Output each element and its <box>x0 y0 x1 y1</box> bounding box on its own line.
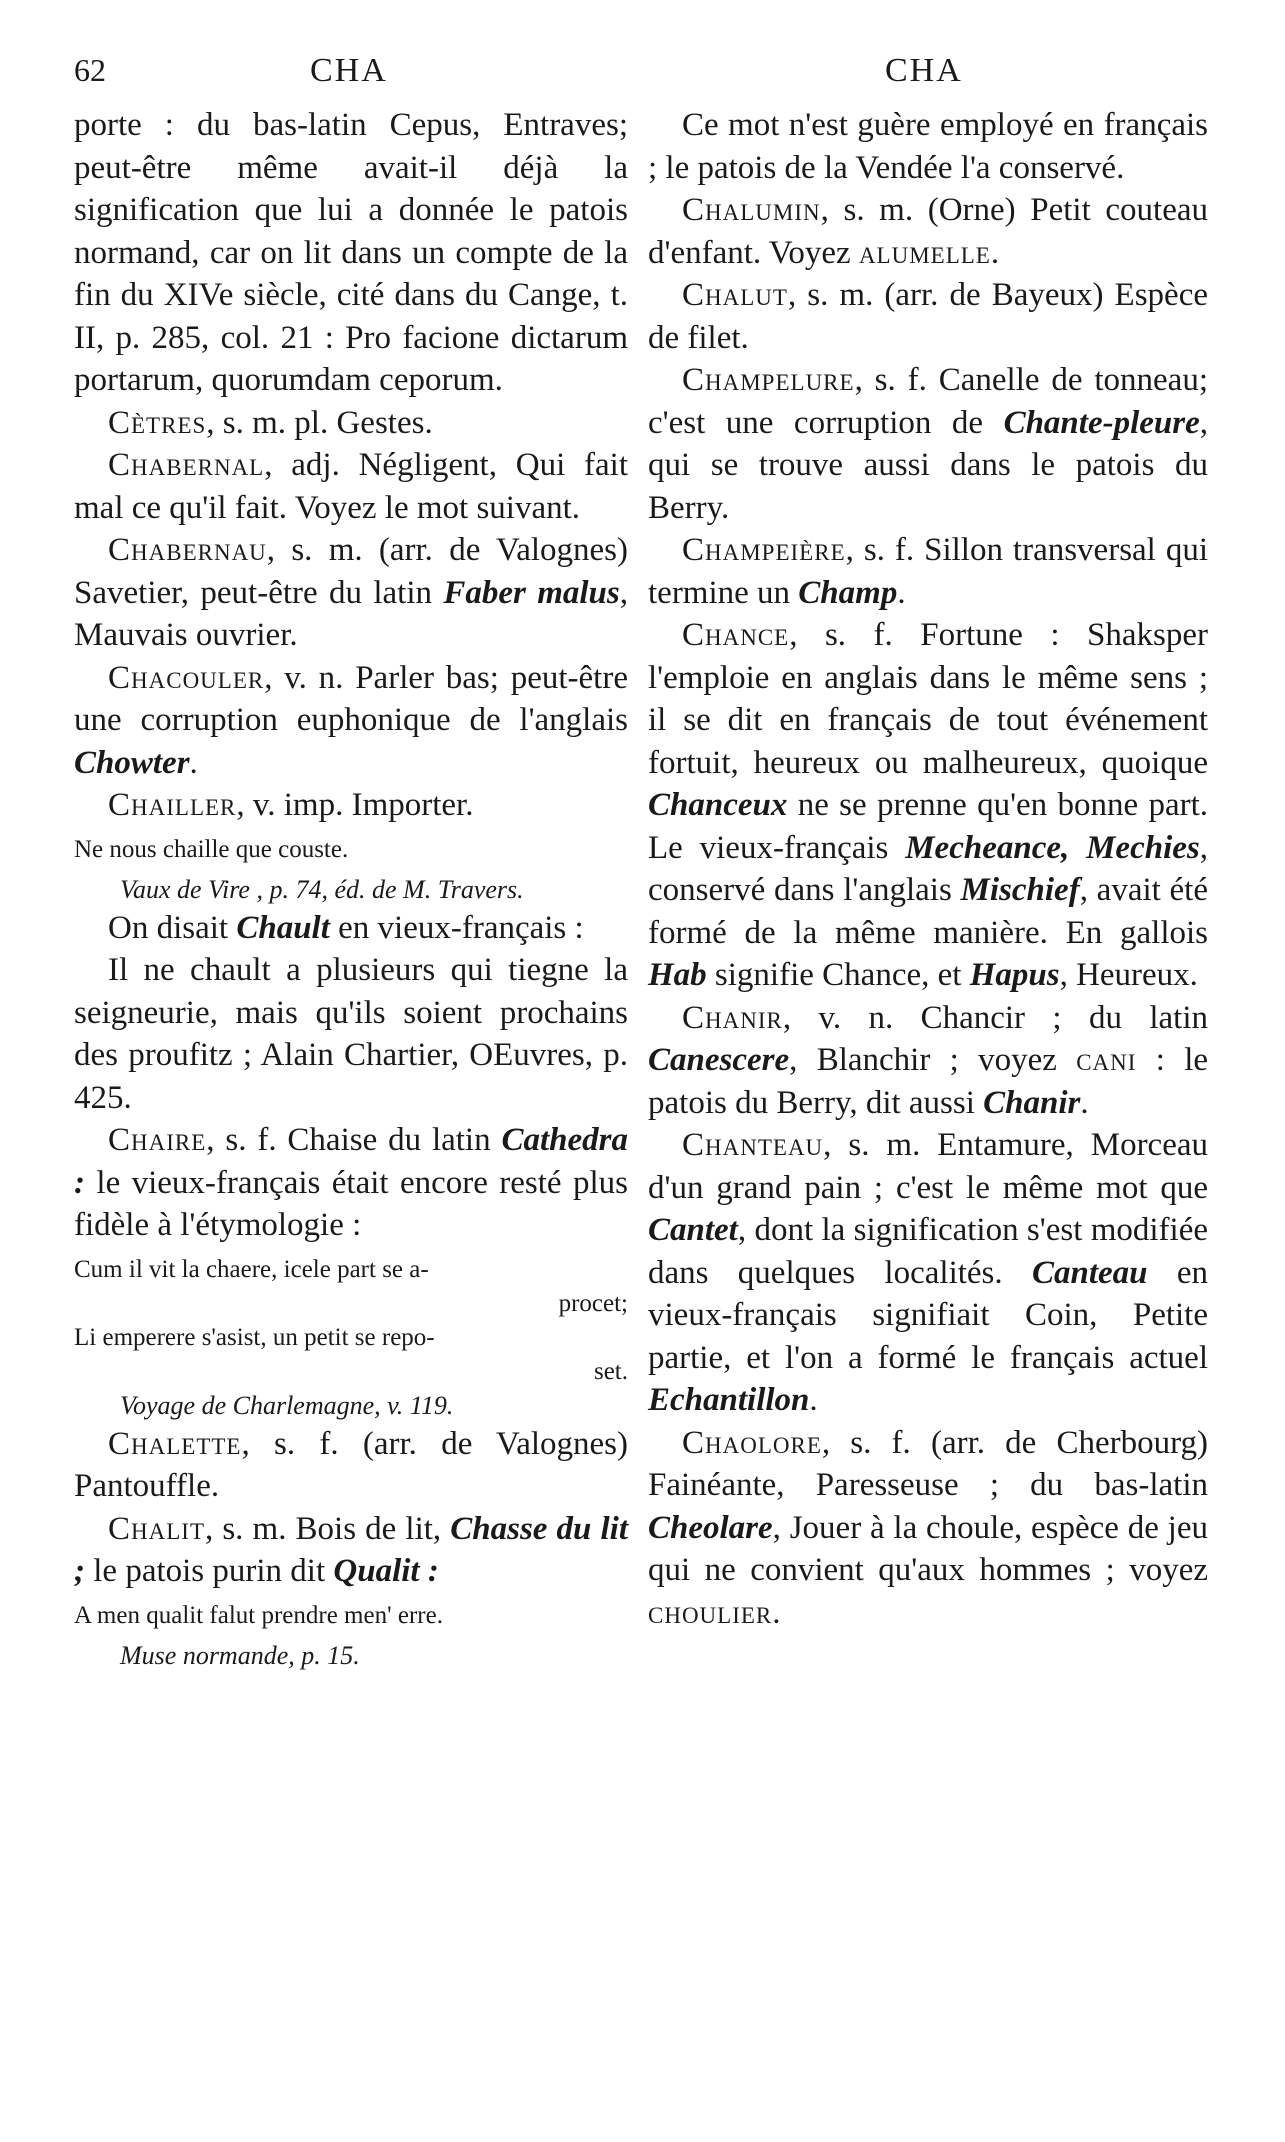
left-running-head: CHA <box>310 52 388 89</box>
entry-chacouler <box>74 657 628 785</box>
entry-headword: Chabernal <box>108 447 265 483</box>
entry-italic: Chasse du lit ; <box>74 1510 628 1589</box>
entry-text: . <box>1080 1084 1089 1121</box>
entry-text: , v. n. Parler bas; peut-être une corruption euphonique de l'anglais <box>74 659 628 738</box>
citation: Muse normande, p. 15. <box>120 1640 360 1670</box>
entry-text: , s. f. Fortune : Shaksper l'emploie en anglais dans le même sens ; il se dit en français de tout événement fortuit, heureux ou malheureux, quoique <box>648 617 1208 781</box>
entry-text: , s. m. (arr. de Valognes) Savetier, peut-être du latin <box>74 532 628 611</box>
entry-text: , s. f. (arr. de Valognes) Pantouffle. <box>74 1425 628 1504</box>
citation: Voyage de Charlemagne, v. 119. <box>120 1390 454 1420</box>
entry-headword: Chalut <box>682 277 788 313</box>
page-number: 62 <box>74 52 106 88</box>
entry-headword: Chalette <box>108 1425 242 1462</box>
paragraph: Il ne chault a plusieurs qui tiegne la seigneurie, mais qu'ils soient prochains des proufitz ; Alain Chartier, OEuvres, p. 425. <box>74 952 628 1116</box>
verse-line: procet; <box>558 1289 628 1317</box>
entry-champelure <box>648 359 1208 529</box>
entry-text: , s. m. Bois de lit, <box>205 1510 451 1547</box>
cross-reference: alumelle <box>858 234 991 271</box>
entry-italic: Cathedra : <box>74 1122 628 1201</box>
entry-chalit <box>74 1508 628 1593</box>
entry-italic: Faber malus <box>443 574 620 611</box>
entry-chalumin <box>648 189 1208 274</box>
entry-headword: Chance <box>682 617 790 653</box>
entry-italic: Echantillon <box>648 1382 810 1418</box>
entry-text: , v. imp. Importer. <box>236 787 474 823</box>
entry-italic: Qualit : <box>333 1553 439 1589</box>
entry-headword: Cètres <box>108 404 207 441</box>
entry-headword: Chaolore <box>682 1424 822 1461</box>
entry-chanteau <box>648 1124 1208 1422</box>
entry-italic: Mischief <box>960 872 1080 908</box>
verse-line: Li emperere s'asist, un petit se repo- <box>74 1323 435 1351</box>
entry-italic: Cheolare <box>648 1509 773 1546</box>
entry-chaire <box>74 1119 628 1247</box>
quotation: A men qualit falut prendre men' erre. <box>74 1601 443 1629</box>
entry-text: , adj. Négligent, Qui fait mal ce qu'il fait. Voyez le mot suivant. <box>74 447 628 526</box>
entry-text: . <box>189 744 198 781</box>
entry-chance <box>648 614 1208 997</box>
entry-italic: Chault <box>236 909 330 946</box>
entry-italic: Chanceux <box>648 787 788 823</box>
entry-italic: Hapus <box>969 957 1060 993</box>
entry-italic: Chowter <box>74 744 190 781</box>
entry-text: , s. f. Sillon transversal qui termine un <box>648 532 1208 611</box>
entry-chailler <box>74 784 628 827</box>
entry-text: en vieux-français signifiait Coin, Petite partie, et l'on a formé le français actuel <box>648 1254 1208 1376</box>
entry-text: , v. n. Chancir ; du latin <box>782 999 1208 1036</box>
entry-italic: Mecheance, Mechies <box>905 829 1200 866</box>
entry-text: . <box>990 234 1000 271</box>
entry-text: , dont la signification s'est modifiée dans quelques localités. <box>648 1212 1208 1291</box>
cross-reference: cani <box>1076 1042 1137 1078</box>
entry-chanir <box>648 997 1208 1125</box>
entry-headword: Champeière <box>682 532 846 568</box>
entry-text: , s. m. (Orne) Petit couteau d'enfant. Voyez <box>648 192 1208 271</box>
entry-headword: Champelure <box>682 362 855 398</box>
entry-text: , Mauvais ouvrier. <box>74 574 628 653</box>
entry-headword: Chaire <box>108 1122 207 1158</box>
entry-text: le vieux-français était encore resté plus fidèle à l'étymologie : <box>74 1164 628 1243</box>
citation: Vaux de Vire , p. 74, éd. de M. Travers. <box>120 874 524 904</box>
entry-text: , Blanchir ; voyez <box>789 1042 1077 1078</box>
right-running-head: CHA <box>885 52 963 89</box>
entry-italic: Canescere <box>648 1042 790 1078</box>
entry-chabernal <box>74 444 628 529</box>
entry-text: , avait été formé de la même manière. En gallois <box>648 872 1208 951</box>
entry-text: , s. m. pl. Gestes. <box>206 404 433 441</box>
entry-text: : le patois du Berry, dit aussi <box>648 1042 1209 1121</box>
entry-chalette <box>74 1423 628 1508</box>
quotation: Ne nous chaille que couste. <box>74 835 349 863</box>
entry-italic: Cantet <box>648 1212 738 1248</box>
entry-headword: Chacouler <box>108 659 265 696</box>
entry-text: , s. m. (arr. de Bayeux) Espèce de filet. <box>648 277 1208 356</box>
entry-text: ne se prenne qu'en bonne part. Le vieux-français <box>648 787 1208 866</box>
entry-text: On disait <box>108 909 237 946</box>
entry-text: , qui se trouve aussi dans le patois du Berry. <box>648 404 1208 526</box>
paragraph: Ce mot n'est guère employé en français ; le patois de la Vendée l'a conservé. <box>648 107 1208 186</box>
paragraph <box>74 907 628 950</box>
entry-italic: Hab <box>648 957 707 993</box>
entry-champeiere <box>648 529 1208 614</box>
entry-text: en vieux-français : <box>329 909 584 946</box>
entry-headword: Chalit <box>108 1510 205 1547</box>
entry-headword: Chabernau <box>108 532 267 568</box>
verse-line: set. <box>593 1357 628 1385</box>
entry-chabernau <box>74 529 628 657</box>
entry-text: , s. m. Entamure, Morceau d'un grand pain ; c'est le même mot que <box>648 1127 1208 1206</box>
entry-text: , s. f. Canelle de tonneau; c'est une corruption de <box>648 362 1208 441</box>
entry-text: , s. f. Chaise du latin <box>206 1122 502 1158</box>
entry-text: . <box>897 574 906 611</box>
entry-text: , conservé dans l'anglais <box>648 829 1208 908</box>
paragraph: porte : du bas-latin Cepus, Entraves; peut-être même avait-il déjà la signification que lui a donnée le patois normand, car on lit dans un compte de la fin du XIVe siècle, cité dans du Cange, t. II, p. 285, col. 21 : Pro facione dictarum portarum, quorumdam ceporum. <box>74 107 628 398</box>
entry-chalut <box>648 274 1208 359</box>
entry-headword: Chanteau <box>682 1127 824 1163</box>
entry-italic: Chanir <box>983 1084 1081 1121</box>
entry-text: , s. f. (arr. de Cherbourg) Fainéante, Paresseuse ; du bas-latin <box>648 1424 1208 1503</box>
right-column <box>648 104 1208 1634</box>
entry-text: , Heureux. <box>1059 957 1198 993</box>
entry-headword: Chailler <box>108 787 237 823</box>
entry-chaolore <box>648 1422 1208 1635</box>
verse-line: Cum il vit la chaere, icele part se a- <box>74 1255 429 1283</box>
entry-italic: Chante-pleure <box>1003 404 1200 441</box>
entry-cetres <box>74 402 628 445</box>
entry-headword: Chalumin <box>682 192 821 228</box>
entry-italic: Champ <box>798 574 898 611</box>
cross-reference: choulier <box>648 1594 773 1631</box>
entry-text: signifie Chance, et <box>706 957 970 993</box>
entry-headword: Chanir <box>682 999 783 1036</box>
left-column <box>74 104 628 1673</box>
entry-text: le patois purin dit <box>85 1553 334 1589</box>
entry-text: . <box>772 1594 781 1631</box>
entry-text: , Jouer à la choule, espèce de jeu qui ne convient qu'aux hommes ; voyez <box>648 1509 1208 1588</box>
entry-italic: Canteau <box>1031 1254 1148 1291</box>
entry-text: . <box>809 1382 818 1418</box>
